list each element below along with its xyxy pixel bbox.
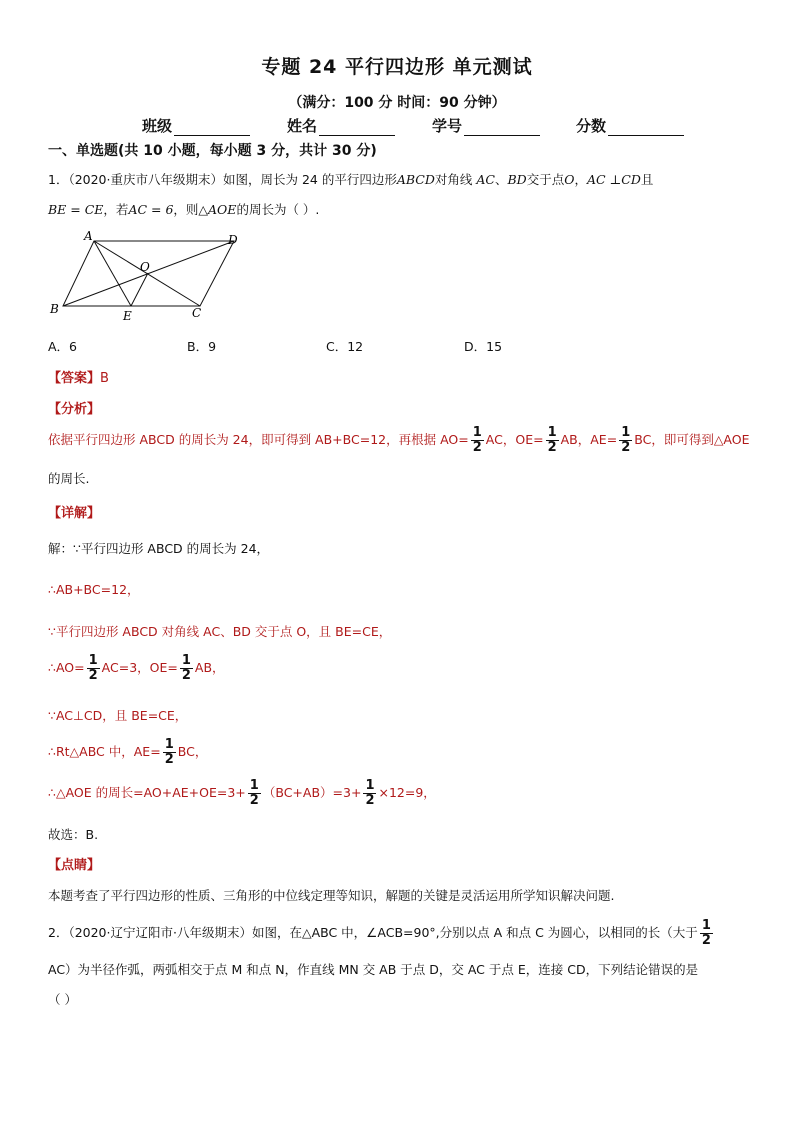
student-number-field: 学号: [432, 115, 540, 136]
class-field: 班级: [142, 115, 250, 136]
score-field: 分数: [576, 115, 684, 136]
analysis-line-1: 依据平行四边形 ABCD 的周长为 24，即可得到 AB+BC=12，再根据 AO= $\frac{1}{2}$ AC，OE= $\frac{1}{2}$ AB，AE= $\frac{1}{2}$ BC，即可得到△AOE: [48, 425, 750, 455]
question-2-line-2: AC）为半径作弧，两弧相交于点 M 和点 N，作直线 MN 交 AB 于点 D，交 AC 于点 E，连接 CD，下列结论错误的是: [48, 962, 699, 977]
detail-line-7: ∴△AOE 的周长=AO+AE+OE=3+ $\frac{1}{2}$ （BC+AB）=3+ $\frac{1}{2}$ ×12=9，: [48, 778, 436, 808]
detail-line-8: 故选：B.: [48, 827, 99, 842]
detail-line-5: ∵AC⊥CD，且 BE=CE，: [48, 708, 188, 723]
segment-oe: [131, 273, 148, 306]
answer-value: B: [100, 371, 109, 386]
detail-line-2: ∴AB+BC=12，: [48, 582, 140, 597]
question-2-line-3: （ ）: [48, 992, 77, 1007]
question-2-line-1: 2．（2020·辽宁辽阳市·八年级期末）如图，在△ABC 中，∠ACB=90°,分别以点 A 和点 C 为圆心，以相同的长（大于 $\frac{1}{2}$: [48, 918, 711, 948]
detail-line-6: ∴Rt△ABC 中，AE= $\frac{1}{2}$ BC，: [48, 737, 208, 767]
option-b: B．9: [187, 339, 217, 354]
detail-line-1: 解：∵平行四边形 ABCD 的周长为 24，: [48, 541, 270, 556]
label-o: O: [140, 260, 150, 274]
comment-heading: 【点睛】: [48, 858, 101, 873]
label-b: B: [50, 302, 59, 316]
section-heading: 一、单选题(共 10 小题，每小题 3 分，共计 30 分): [48, 143, 377, 159]
analysis-heading: 【分析】: [48, 402, 101, 417]
label-e: E: [123, 309, 132, 323]
option-c: C．12: [326, 339, 364, 354]
detail-line-3: ∵平行四边形 ABCD 对角线 AC、BD 交于点 O，且 BE=CE，: [48, 624, 392, 639]
label-a: A: [84, 229, 93, 243]
option-a: A．6: [48, 339, 78, 354]
option-d: D．15: [464, 339, 503, 354]
name-field: 姓名: [287, 115, 395, 136]
label-c: C: [192, 306, 202, 320]
segment-ae: [94, 241, 131, 306]
comment-text: 本题考查了平行四边形的性质、三角形的中位线定理等知识，解题的关键是灵活运用所学知识解决问题.: [48, 888, 615, 903]
detail-line-4: ∴AO= $\frac{1}{2}$ AC=3，OE= $\frac{1}{2}$ AB，: [48, 653, 225, 683]
answer-section: 【答案】B: [48, 371, 109, 386]
label-d: D: [228, 233, 238, 247]
exam-info: （满分：100 分 时间：90 分钟）: [288, 95, 506, 111]
analysis-line-2: 的周长.: [48, 471, 90, 486]
page-title: 专题 24 平行四边形 单元测试: [261, 56, 533, 78]
question-1-line-2: BE = CE，若AC = 6，则△AOE的周长为（ ）.: [48, 202, 320, 217]
parallelogram-figure: [44, 228, 264, 324]
question-1-line-1: 1．（2020·重庆市八年级期末）如图，周长为 24 的平行四边形ABCD对角线 AC、BD交于点O，AC ⊥CD且: [48, 172, 654, 187]
detail-heading: 【详解】: [48, 506, 101, 521]
